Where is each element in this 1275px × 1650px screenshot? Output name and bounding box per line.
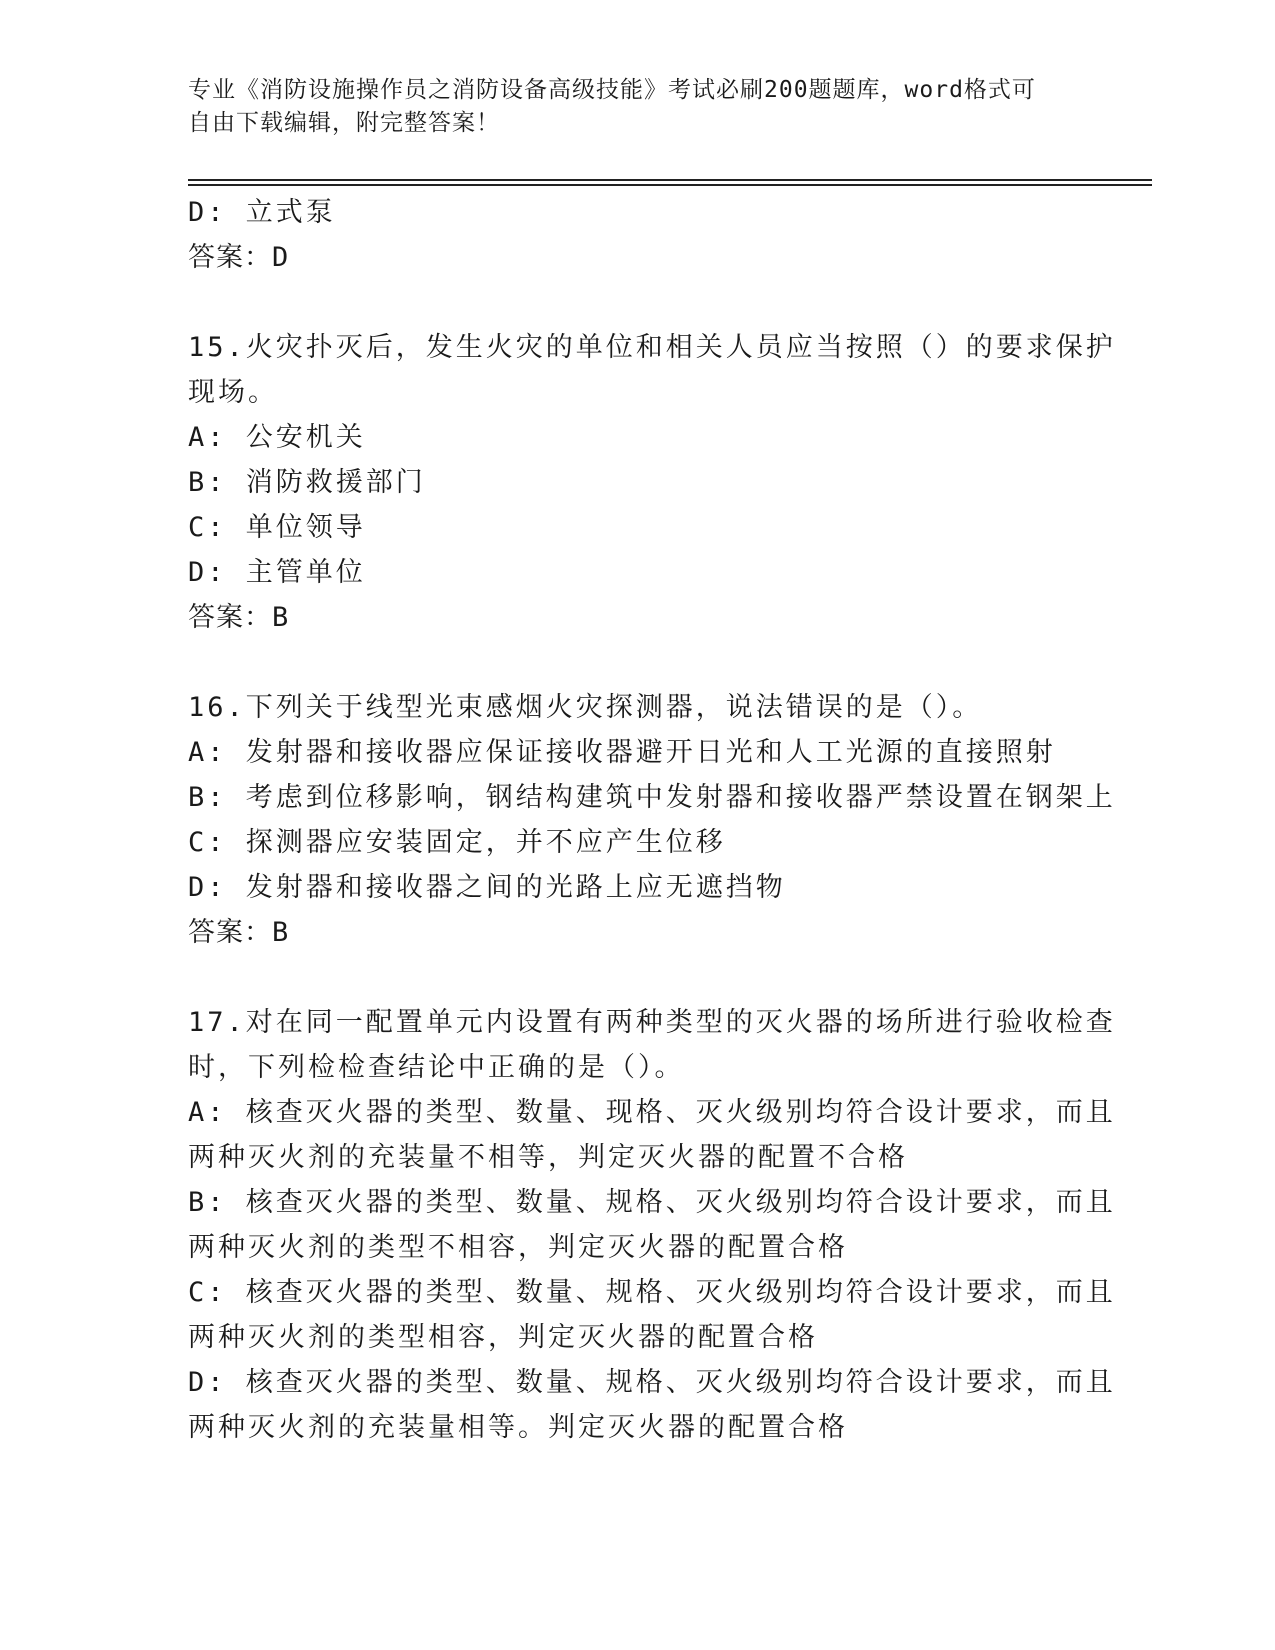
answer: 答案：B <box>188 602 290 633</box>
header-title-line-2: 自由下载编辑，附完整答案！ <box>188 110 500 136</box>
question-text-line: 时，下列检检查结论中正确的是（）。 <box>188 1052 685 1083</box>
header-divider-top <box>188 179 1152 181</box>
option-d: D: 主管单位 <box>188 557 366 588</box>
option-a: A: 公安机关 <box>188 422 366 453</box>
option-d: D: 立式泵 <box>188 197 336 228</box>
option-b: B: 消防救援部门 <box>188 467 426 498</box>
option-c-line: 两种灭火剂的类型相容，判定灭火器的配置合格 <box>188 1322 818 1353</box>
option-d-line: D: 核查灭火器的类型、数量、规格、灭火级别均符合设计要求，而且 <box>188 1367 1116 1398</box>
question-list <box>188 190 1116 1450</box>
previous-question-tail <box>188 190 1088 281</box>
answer: 答案：D <box>188 242 290 273</box>
option-c: C: 探测器应安装固定，并不应产生位移 <box>188 827 726 858</box>
answer: 答案：B <box>188 917 290 948</box>
option-d: D: 发射器和接收器之间的光路上应无遮挡物 <box>188 872 786 903</box>
option-b-line: B: 核查灭火器的类型、数量、规格、灭火级别均符合设计要求，而且 <box>188 1187 1116 1218</box>
question-text-line: 现场。 <box>188 377 278 408</box>
option-a-line: 两种灭火剂的充装量不相等，判定灭火器的配置不合格 <box>188 1142 908 1173</box>
option-c: C: 单位领导 <box>188 512 366 543</box>
option-c-line: C: 核查灭火器的类型、数量、规格、灭火级别均符合设计要求，而且 <box>188 1277 1116 1308</box>
page-header <box>188 74 1088 140</box>
option-b: B: 考虑到位移影响，钢结构建筑中发射器和接收器严禁设置在钢架上 <box>188 782 1116 813</box>
question-17 <box>188 1000 1116 1450</box>
question-text-line: 17.对在同一配置单元内设置有两种类型的灭火器的场所进行验收检查 <box>188 1007 1116 1038</box>
header-title-line-1: 专业《消防设施操作员之消防设备高级技能》考试必刷200题题库，word格式可 <box>188 77 1036 103</box>
question-text-line: 16.下列关于线型光束感烟火灾探测器，说法错误的是（）。 <box>188 692 983 723</box>
option-a-line: A: 核查灭火器的类型、数量、现格、灭火级别均符合设计要求，而且 <box>188 1097 1116 1128</box>
question-16 <box>188 685 1116 956</box>
option-d-line: 两种灭火剂的充装量相等。判定灭火器的配置合格 <box>188 1412 848 1443</box>
option-b-line: 两种灭火剂的类型不相容，判定灭火器的配置合格 <box>188 1232 848 1263</box>
question-15 <box>188 325 1116 641</box>
option-a: A: 发射器和接收器应保证接收器避开日光和人工光源的直接照射 <box>188 737 1056 768</box>
question-text-line: 15.火灾扑灭后，发生火灾的单位和相关人员应当按照（）的要求保护 <box>188 332 1116 363</box>
header-divider-bottom <box>188 184 1152 186</box>
